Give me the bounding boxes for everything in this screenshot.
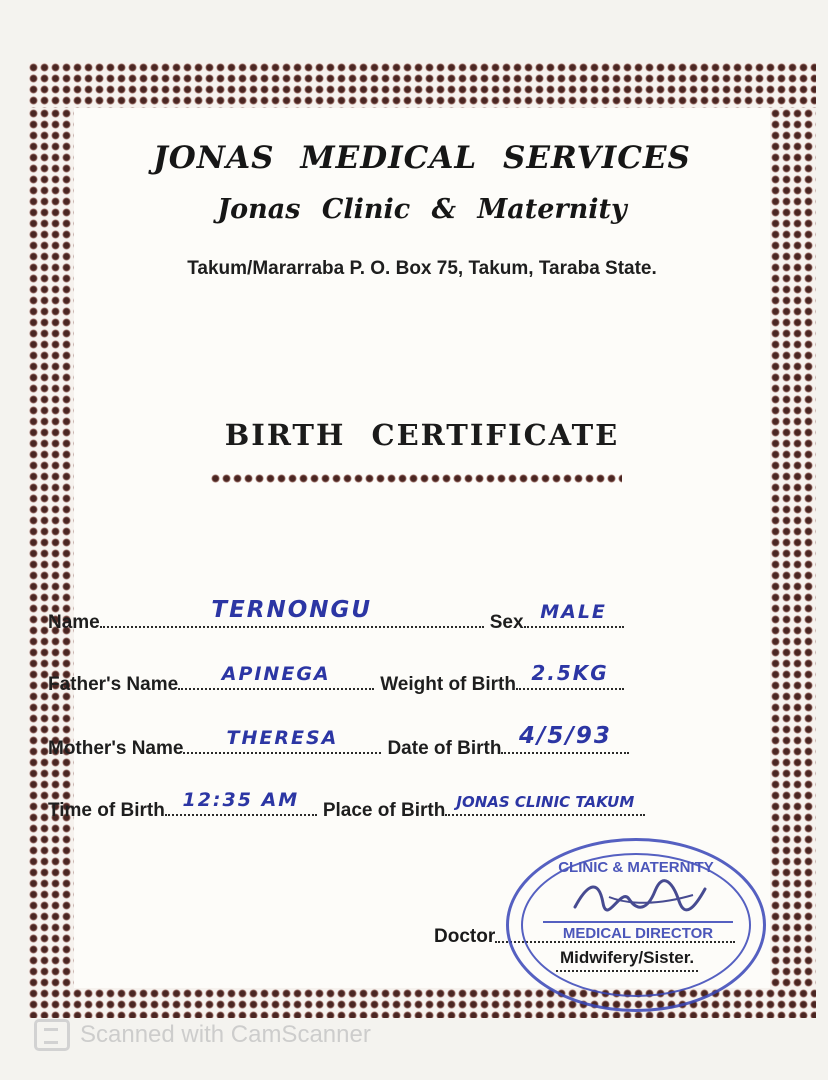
name-line xyxy=(100,597,484,628)
row-name-sex xyxy=(48,597,728,634)
dob-label: Date of Birth xyxy=(387,738,502,759)
official-stamp xyxy=(506,838,766,1012)
border-left xyxy=(28,108,74,988)
father-name-label: Father's Name xyxy=(48,674,179,695)
time-of-birth-value: 12:35 AM xyxy=(182,789,300,811)
camscanner-icon xyxy=(34,1019,70,1051)
mother-name-line xyxy=(183,727,381,754)
dob-value: 4/5/93 xyxy=(519,723,612,749)
father-name-value: APINEGA xyxy=(221,663,331,685)
stamp-top-text: CLINIC & MATERNITY xyxy=(558,859,714,876)
signature-scribble xyxy=(569,877,709,917)
place-of-birth-line xyxy=(445,793,645,816)
name-label: Name xyxy=(48,612,100,633)
father-name-line xyxy=(178,663,374,690)
stamp-middle-text: MEDICAL DIRECTOR xyxy=(543,921,733,942)
row-father-weight xyxy=(48,662,728,696)
sex-value: MALE xyxy=(540,601,607,623)
watermark-text: Scanned with CamScanner xyxy=(80,1021,371,1048)
border-top xyxy=(28,62,816,108)
mother-name-value: THERESA xyxy=(226,727,339,749)
clinic-name: Jonas Clinic & Maternity xyxy=(217,194,627,225)
name-value: TERNONGU xyxy=(211,597,373,623)
sex-label: Sex xyxy=(489,612,524,633)
mother-name-label: Mother's Name xyxy=(48,738,184,759)
place-of-birth-value: JONAS CLINIC TAKUM xyxy=(456,793,635,811)
midwife-label: Midwifery/Sister. xyxy=(556,948,698,972)
border-right xyxy=(770,108,816,988)
weight-line xyxy=(516,661,624,690)
scanner-watermark xyxy=(34,1018,371,1052)
organization-address: Takum/Mararraba P. O. Box 75, Takum, Taraba State. xyxy=(187,258,657,279)
sex-line xyxy=(524,601,624,628)
title-decorative-rule xyxy=(210,472,622,485)
certificate-title: BIRTH CERTIFICATE xyxy=(224,418,620,452)
organization-name: JONAS MEDICAL SERVICES xyxy=(153,140,691,176)
doctor-label: Doctor xyxy=(434,926,496,947)
place-of-birth-label: Place of Birth xyxy=(322,800,446,821)
row-mother-dob xyxy=(48,723,728,760)
time-of-birth-label: Time of Birth xyxy=(48,800,165,821)
weight-value: 2.5KG xyxy=(531,661,609,685)
weight-label: Weight of Birth xyxy=(380,674,516,695)
time-of-birth-line xyxy=(165,789,317,816)
certificate-sheet xyxy=(28,62,816,1018)
row-time-place xyxy=(48,788,728,822)
dob-line xyxy=(501,723,629,754)
